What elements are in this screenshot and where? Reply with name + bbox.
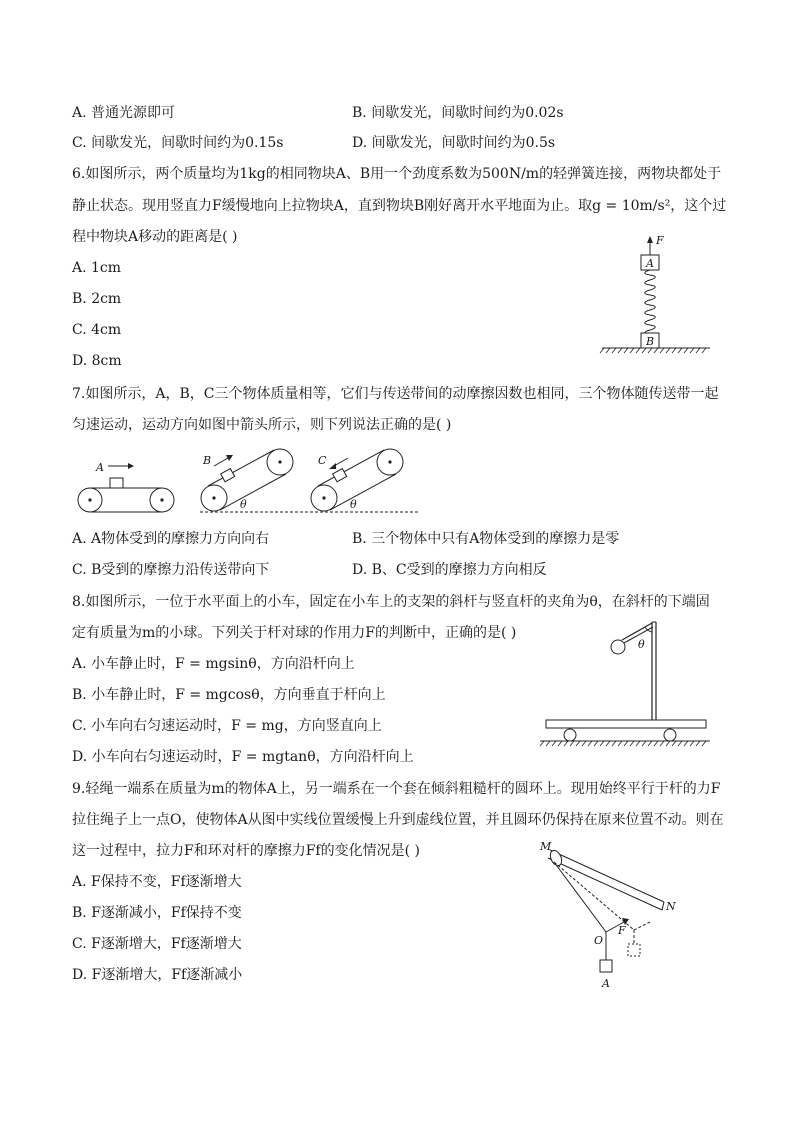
q8-stem-line-2: 定有质量为m的小球。下列关于杆对球的作用力F的判断中，正确的是( ) bbox=[72, 625, 517, 641]
q8-option-d: D. 小车向右匀速运动时，F = mgtanθ，方向沿杆向上 bbox=[72, 749, 414, 765]
q6-stem-line-3: 程中物块A移动的距离是( ) bbox=[72, 229, 238, 245]
q9-option-b: B. F逐渐减小，Ff保持不变 bbox=[72, 905, 242, 921]
q6-block-b-label: B bbox=[646, 335, 655, 348]
q6-stem-line-2: 静止状态。现用竖直力F缓慢地向上拉物块A，直到物块B刚好离开水平地面为止。取g = 10m/s²，这个过 bbox=[72, 198, 727, 214]
q8-ground-hatch bbox=[540, 741, 706, 746]
q7-option-d: D. B、C受到的摩擦力方向相反 bbox=[352, 562, 547, 578]
q7-stem-line-1: 7.如图所示，A，B，C三个物体质量相等，它们与传送带间的动摩擦因数也相同，三个物体随传送带一起 bbox=[72, 386, 719, 402]
q6-option-a: A. 1cm bbox=[72, 260, 122, 276]
q6-spring-figure bbox=[596, 230, 716, 355]
q5-option-d: D. 间歇发光，间歇时间约为0.5s bbox=[352, 135, 556, 151]
q7-block-b bbox=[221, 469, 235, 482]
q7-option-c: C. B受到的摩擦力沿传送带向下 bbox=[72, 562, 270, 578]
q8-option-b: B. 小车静止时，F = mgcosθ，方向垂直于杆向上 bbox=[72, 687, 386, 703]
q5-option-c: C. 间歇发光，间歇时间约为0.15s bbox=[72, 135, 284, 151]
q7-option-a: A. A物体受到的摩擦力方向向右 bbox=[72, 531, 270, 547]
q5-option-a: A. 普通光源即可 bbox=[72, 105, 176, 121]
q9-stem-line-3: 这一过程中，拉力F和环对杆的摩擦力Ff的变化情况是( ) bbox=[72, 843, 420, 859]
q6-option-b: B. 2cm bbox=[72, 291, 122, 307]
q7-option-b: B. 三个物体中只有A物体受到的摩擦力是零 bbox=[352, 531, 620, 547]
q7-angle-c: θ bbox=[350, 498, 357, 511]
q9-option-d: D. F逐渐增大，Ff逐渐减小 bbox=[72, 967, 243, 983]
q9-label-n: N bbox=[666, 900, 676, 913]
q9-rod-figure bbox=[530, 836, 690, 996]
q9-option-c: C. F逐渐增大，Ff逐渐增大 bbox=[72, 936, 242, 952]
q6-spring bbox=[645, 270, 656, 338]
q5-option-b: B. 间歇发光，间歇时间约为0.02s bbox=[352, 105, 564, 121]
q7-block-c bbox=[333, 469, 347, 482]
q9-stem-line-1: 9.轻绳一端系在质量为m的物体A上，另一端系在一个套在倾斜粗糙杆的圆环上。现用始终平行于杆的力F bbox=[72, 781, 721, 797]
q8-angle-label: θ bbox=[638, 638, 645, 651]
q9-label-a: A bbox=[602, 977, 610, 990]
q8-ball bbox=[611, 640, 625, 654]
q9-label-m: M bbox=[540, 840, 552, 853]
q9-option-a: A. F保持不变，Ff逐渐增大 bbox=[72, 874, 242, 890]
q6-option-c: C. 4cm bbox=[72, 322, 122, 338]
q9-label-o: O bbox=[594, 934, 604, 947]
q7-label-c: C bbox=[318, 454, 327, 467]
q6-ground-hatch bbox=[600, 348, 706, 353]
q9-block-a bbox=[600, 960, 612, 972]
q7-conveyor-figure bbox=[70, 440, 420, 520]
q6-option-d: D. 8cm bbox=[72, 353, 122, 369]
q8-stem-line-1: 8.如图所示，一位于水平面上的小车，固定在小车上的支架的斜杆与竖直杆的夹角为θ，在斜杆的下端固 bbox=[72, 594, 710, 610]
q7-block-a bbox=[110, 478, 123, 488]
q8-cart-body bbox=[546, 720, 706, 728]
q6-force-label: F bbox=[656, 234, 664, 247]
q7-stem-line-2: 匀速运动，运动方向如图中箭头所示，则下列说法正确的是( ) bbox=[72, 417, 452, 433]
q6-block-a-label: A bbox=[646, 257, 654, 270]
q9-stem-line-2: 拉住绳子上一点O，使物体A从图中实线位置缓慢上升到虚线位置，并且圆环仍保持在原来位置不动。则在 bbox=[72, 812, 724, 828]
q7-label-b: B bbox=[203, 454, 212, 467]
q6-stem-line-1: 6.如图所示，两个质量均为1kg的相同物块A、B用一个劲度系数为500N/m的轻弹簧连接，两物块都处于 bbox=[72, 166, 722, 182]
q8-option-c: C. 小车向右匀速运动时，F = mg，方向竖直向上 bbox=[72, 718, 382, 734]
q8-option-a: A. 小车静止时，F = mgsinθ，方向沿杆向上 bbox=[72, 656, 355, 672]
q9-label-f: F bbox=[618, 924, 626, 937]
q7-label-a: A bbox=[96, 461, 104, 474]
q7-angle-b: θ bbox=[240, 498, 247, 511]
q8-cart-figure bbox=[538, 614, 714, 754]
